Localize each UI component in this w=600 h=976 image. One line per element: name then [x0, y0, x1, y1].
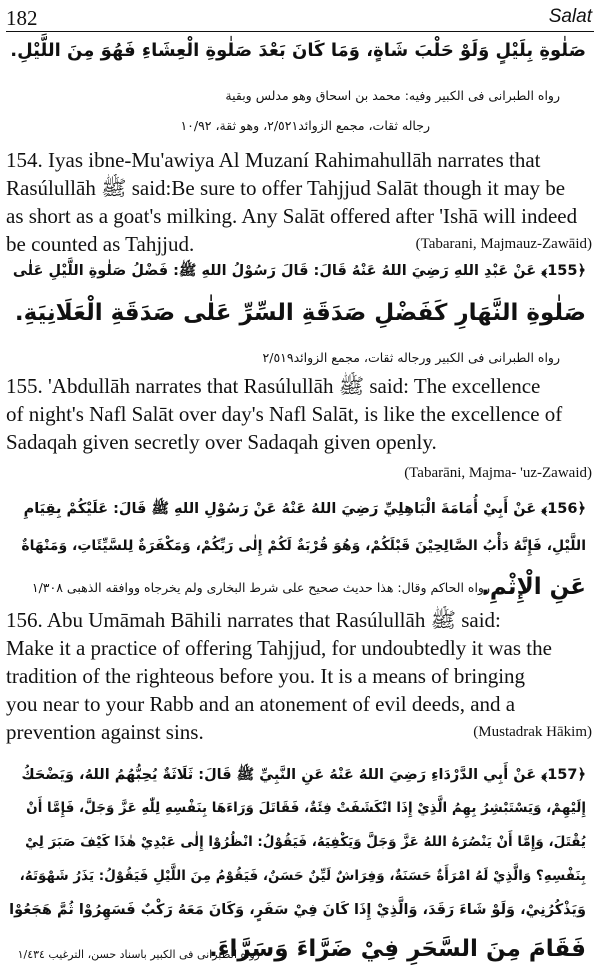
hadith-156-source: (Mustadrak Hākim)	[473, 724, 592, 740]
hadith-156-last-line	[6, 718, 592, 746]
hadith-154-line: 154. Iyas ibne-Mu'awiya Al Muzaní Rahimahullāh narrates that	[6, 148, 541, 172]
hadith-155-translation	[6, 372, 592, 487]
header-rule	[6, 31, 594, 32]
hadith-157-arabic-line: إِلَيْهِمْ، وَيَسْتَبْشِرُ بِهِمُ الَّذِيْ إِذَا انْكَشَفَتْ فِئَةٌ، فَقَاتَلَ وَرَاءَهَا بِنَفْسِهِ لِلّٰهِ عَزَّ وَجَلَّ، فَإِمَّا أَنْ	[26, 800, 586, 816]
hadith-156-arabic-line: اللَّيْلِ، فَإِنَّهُ دَأْبُ الصَّالِحِيْنَ قَبْلَكُمْ، وَهُوَ قُرْبَةٌ لَكُمْ إِلٰى رَبِّكُمْ، وَمَكْفَرَةٌ لِلسَّيِّئَاتِ، وَمَنْهَاةٌ	[21, 538, 586, 554]
hadith-155-source-line	[6, 456, 592, 487]
hadith-156-line: Make it a practice of offering Tahjjud, for undoubtedly it was the	[6, 636, 552, 660]
hadith-157-reference: رواه الطبرانی فی الکبیر باسناد حسن، الترغیب ١/٤٣٤	[17, 948, 260, 961]
hadith-156-reference: رواه الحاکم وقال: هذا حدیث صحیح علی شرط البخاری ولم یخرجاه ووافقه الذهبی ١/٣٠٨	[31, 580, 490, 595]
intro-reference-2: رجاله ثقات، مجمع الزوائد٢/٥٢١، وهو ثقة، ١٠/٩٢	[180, 118, 430, 133]
hadith-157-arabic-line: بِنَفْسِهِ؟ وَالَّذِيْ لَهُ امْرَأَةٌ حَسَنَةٌ، وَفِرَاشٌ لَيِّنٌ حَسَنٌ، فَيَقُوْمُ مِنَ اللَّيْلِ فَيَقُوْلُ: يَذَرُ شَهْوَتَهُ،	[19, 868, 586, 884]
hadith-156-line: you near to your Rabb and an atonement of evil deeds, and a	[6, 692, 516, 716]
hadith-156-arabic-line: ﴿156﴾ عَنْ أَبِيْ أُمَامَةَ الْبَاهِلِيِّ رَضِيَ اللهُ عَنْهُ عَنْ رَسُوْلِ اللهِ ﷺ قَالَ: عَلَيْكُمْ بِقِيَامِ	[23, 501, 586, 517]
hadith-155-reference: رواه الطبرانی فی الکبیر ورجاله ثقات، مجمع الزوائد٢/٥١٩	[262, 350, 560, 365]
hadith-155-line: of night's Nafl Salāt over day's Nafl Salāt, is like the excellence of	[6, 402, 563, 426]
hadith-154-line: Rasúlullāh ﷺ said:Be sure to offer Tahjjud Salāt though it may be	[6, 176, 566, 200]
hadith-154-line: as short as a goat's milking. Any Salāt offered after 'Ishā will indeed	[6, 204, 578, 228]
hadith-154-source: (Tabarani, Majmauz-Zawāid)	[415, 236, 592, 252]
page-header	[6, 2, 592, 32]
hadith-156-translation	[6, 606, 592, 746]
hadith-156-line: tradition of the righteous before you. It is a means of bringing	[6, 664, 526, 688]
hadith-155-source: (Tabarāni, Majma- 'uz-Zawaid)	[404, 465, 592, 481]
hadith-155-arabic-line: صَلٰوةِ النَّهَارِ كَفَضْلِ صَدَقَةِ السِّرِّ عَلٰى صَدَقَةِ الْعَلَانِيَةِ.	[14, 300, 586, 326]
hadith-157-arabic-line: وَيَذْكُرُنِيْ، وَلَوْ شَاءَ رَقَدَ، وَالَّذِيْ إِذَا كَانَ فِيْ سَفَرٍ، وَكَانَ مَعَهُ رَكْبٌ فَسَهِرُوْا ثُمَّ هَجَعُوْا	[9, 902, 586, 918]
hadith-157-arabic-line: فَقَامَ مِنَ السَّحَرِ فِيْ ضَرَّاءَ وَسَرَّاءَ.	[209, 936, 586, 962]
hadith-156-line: 156. Abu Umāmah Bāhili narrates that Rasúlullāh ﷺ said:	[6, 608, 501, 632]
hadith-156-line: prevention against sins.	[6, 720, 204, 744]
hadith-155-line: 155. 'Abdullāh narrates that Rasúlullāh ﷺ said: The excellence	[6, 374, 541, 398]
hadith-157-arabic-line: يُقْتَلَ، وَإِمَّا أَنْ يَنْصُرَهُ اللهُ عَزَّ وَجَلَّ وَيَكْفِيَهُ، فَيَقُوْلُ: انْظُرُوْا إِلٰى عَبْدِيْ هٰذَا كَيْفَ صَبَرَ لِيْ	[25, 834, 586, 850]
hadith-156-arabic-line: عَنِ الْإِثْمِ.	[481, 574, 586, 600]
hadith-157-arabic-line: ﴿157﴾ عَنْ أَبِي الدَّرْدَاءِ رَضِيَ اللهُ عَنْهُ عَنِ النَّبِيِّ ﷺ قَالَ: ثَلَاثَةٌ يُحِبُّهُمُ اللهُ، وَيَضْحَكُ	[21, 767, 586, 783]
page-number: 182	[6, 6, 38, 30]
running-title: Salat	[548, 6, 592, 27]
intro-arabic-text: صَلٰوةِ بِلَيْلٍ وَلَوْ حَلْبَ شَاةٍ، وَمَا كَانَ بَعْدَ صَلٰوةِ الْعِشَاءِ فَهُوَ مِنَ اللَّيْلِ.	[10, 40, 586, 61]
hadith-154-last-line	[6, 230, 592, 258]
hadith-155-line: Sadaqah given secretly over Sadaqah given openly.	[6, 430, 437, 454]
hadith-155-arabic-line: ﴿155﴾ عَنْ عَبْدِ اللهِ رَضِيَ اللهُ عَنْهُ قَالَ: قَالَ رَسُوْلُ اللهِ ﷺ: فَضْلُ صَلٰوةِ اللَّيْلِ عَلٰى	[12, 263, 586, 279]
hadith-154-translation	[6, 146, 592, 258]
intro-reference-1: رواه الطبرانی فی الکبیر وفیه: محمد بن اسحاق وهو مدلس وبقیة	[225, 88, 560, 103]
hadith-154-line: be counted as Tahjjud.	[6, 232, 195, 256]
